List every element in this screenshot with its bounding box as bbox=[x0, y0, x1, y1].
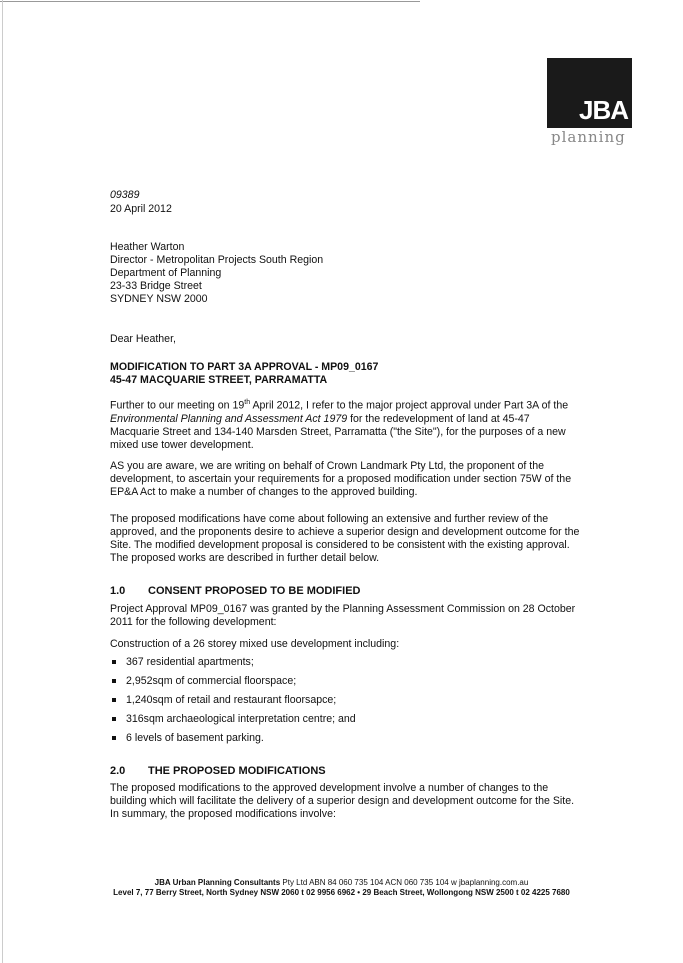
para1-part: Further to our meeting on 19 bbox=[110, 399, 245, 412]
address-line: 23-33 Bridge Street bbox=[110, 280, 202, 292]
address-line: Director - Metropolitan Projects South Region bbox=[110, 254, 324, 266]
reference-number: 09389 bbox=[110, 189, 140, 201]
top-rule bbox=[0, 1, 420, 2]
section2-number: 2.0 bbox=[110, 765, 126, 777]
subject-line: 45-47 MACQUARIE STREET, PARRAMATTA bbox=[110, 374, 328, 386]
section2-title: THE PROPOSED MODIFICATIONS bbox=[148, 765, 326, 777]
section1-text: Project Approval MP09_0167 was granted by the Planning Assessment Commission on 28 October 2011 for the following development: bbox=[110, 603, 576, 628]
list-item: 2,952sqm of commercial floorspace; bbox=[110, 675, 356, 694]
section1-intro: Construction of a 26 storey mixed use development including: bbox=[110, 638, 400, 650]
logo-mark: JBA bbox=[578, 95, 628, 125]
address-line: Heather Warton bbox=[110, 241, 185, 253]
footer-line-2: Level 7, 77 Berry Street, North Sydney NSW 2060 t 02 9956 6962 • 29 Beach Street, Wollongong NSW 2500 t 02 4225 7680 bbox=[113, 888, 570, 897]
act-title: Environmental Planning and Assessment Act 1979 bbox=[110, 412, 348, 425]
address-line: Department of Planning bbox=[110, 267, 222, 279]
para1-part: for the redevelopment of land at 45-47 Macquarie Street and 134-140 Marsden Street, Parramatta ("the Site"), for the purposes of a new mixed use tower development. bbox=[110, 412, 566, 451]
letter-date: 20 April 2012 bbox=[110, 203, 172, 215]
list-item: 1,240sqm of retail and restaurant floorsapce; bbox=[110, 694, 356, 713]
paragraph-behalf: AS you are aware, we are writing on behalf of Crown Landmark Pty Ltd, the proponent of the development, to ascertain your requirements for a proposed modification under section 75W of the EP&A Act to make a number of changes to the approved building. bbox=[110, 460, 572, 498]
paragraph-meeting bbox=[110, 396, 580, 452]
footer-details: Pty Ltd ABN 84 060 735 104 ACN 060 735 104 w jbaplanning.com.au bbox=[280, 878, 529, 887]
footer-company: JBA Urban Planning Consultants bbox=[154, 878, 281, 887]
logo-subtitle: planning bbox=[551, 128, 626, 146]
section1-title: CONSENT PROPOSED TO BE MODIFIED bbox=[148, 585, 361, 597]
paragraph-modifications: The proposed modifications have come about following an extensive and further review of the approved, and the proponents desire to achieve a superior design and development outcome for the Site. The modified development proposal is considered to be consistent with the existing approval. The proposed works are described in further detail below. bbox=[110, 513, 580, 564]
ordinal-suffix: th bbox=[244, 399, 251, 406]
list-item: 316sqm archaeological interpretation centre; and bbox=[110, 713, 356, 732]
jba-logo bbox=[547, 58, 632, 128]
para1-part: April 2012, I refer to the major project approval under Part 3A of the bbox=[250, 399, 569, 412]
footer-line-1 bbox=[0, 878, 683, 887]
development-list bbox=[110, 656, 356, 751]
list-item: 367 residential apartments; bbox=[110, 656, 356, 675]
subject-line: MODIFICATION TO PART 3A APPROVAL - MP09_0167 bbox=[110, 361, 379, 373]
subject-heading bbox=[110, 361, 378, 387]
section1-number: 1.0 bbox=[110, 585, 126, 597]
salutation: Dear Heather, bbox=[110, 333, 176, 345]
list-item: 6 levels of basement parking. bbox=[110, 732, 356, 751]
recipient-address bbox=[110, 241, 323, 306]
left-margin-line bbox=[2, 0, 3, 963]
address-line: SYDNEY NSW 2000 bbox=[110, 293, 208, 305]
section2-text: The proposed modifications to the approved development involve a number of changes to the building which will facilitate the delivery of a superior design and development outcome for the Site. In summary, the proposed modifications involve: bbox=[110, 782, 575, 820]
